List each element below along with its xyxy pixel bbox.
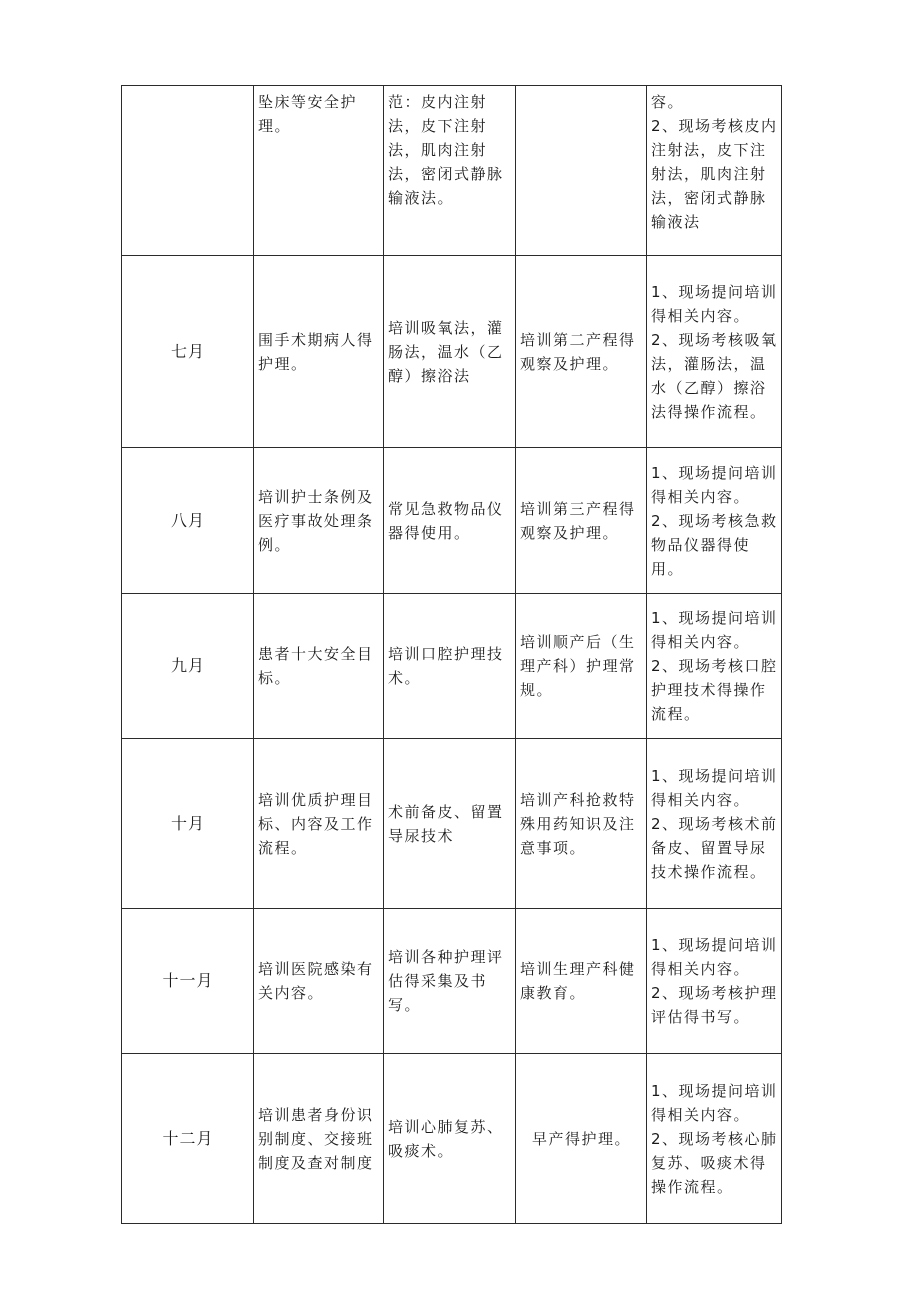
specialty-cell: 培训生理产科健康教育。 [516,909,647,1054]
assessment-cell: 容。 2、现场考核皮内注射法，皮下注射法，肌肉注射法，密闭式静脉输液法 [647,86,782,256]
skill-cell: 培训各种护理评估得采集及书写。 [384,909,516,1054]
theory-cell: 围手术期病人得护理。 [254,256,384,448]
table-row [122,909,782,1054]
skill-cell: 常见急救物品仪器得使用。 [384,448,516,594]
specialty-cell: 培训产科抢救特殊用药知识及注意事项。 [516,739,647,909]
month-cell: 十月 [122,739,254,909]
assessment-cell: 1、现场提问培训得相关内容。 2、现场考核吸氧法，灌肠法，温水（乙醇）擦浴法得操作流程。 [647,256,782,448]
month-cell: 七月 [122,256,254,448]
table-row [122,1054,782,1224]
theory-cell: 培训患者身份识别制度、交接班制度及查对制度 [254,1054,384,1224]
skill-cell: 培训吸氧法，灌肠法，温水（乙醇）擦浴法 [384,256,516,448]
month-cell: 八月 [122,448,254,594]
table-row [122,86,782,256]
assessment-cell: 1、现场提问培训得相关内容。 2、现场考核术前备皮、留置导尿技术操作流程。 [647,739,782,909]
assessment-cell: 1、现场提问培训得相关内容。 2、现场考核护理评估得书写。 [647,909,782,1054]
assessment-cell: 1、现场提问培训得相关内容。 2、现场考核口腔护理技术得操作流程。 [647,594,782,739]
skill-cell: 培训口腔护理技术。 [384,594,516,739]
theory-cell: 患者十大安全目标。 [254,594,384,739]
table-row [122,739,782,909]
table-row [122,594,782,739]
training-plan-table [121,85,782,1224]
theory-cell: 培训护士条例及医疗事故处理条例。 [254,448,384,594]
skill-cell: 范：皮内注射法，皮下注射法，肌肉注射法，密闭式静脉输液法。 [384,86,516,256]
assessment-cell: 1、现场提问培训得相关内容。 2、现场考核心肺复苏、吸痰术得操作流程。 [647,1054,782,1224]
specialty-cell [516,86,647,256]
assessment-cell: 1、现场提问培训得相关内容。 2、现场考核急救物品仪器得使用。 [647,448,782,594]
theory-cell: 培训优质护理目标、内容及工作流程。 [254,739,384,909]
month-cell: 九月 [122,594,254,739]
table-row [122,256,782,448]
specialty-cell: 培训第二产程得观察及护理。 [516,256,647,448]
month-cell [122,86,254,256]
specialty-cell: 培训顺产后（生理产科）护理常规。 [516,594,647,739]
month-cell: 十二月 [122,1054,254,1224]
specialty-cell: 早产得护理。 [516,1054,647,1224]
theory-cell: 坠床等安全护理。 [254,86,384,256]
skill-cell: 培训心肺复苏、吸痰术。 [384,1054,516,1224]
month-cell: 十一月 [122,909,254,1054]
skill-cell: 术前备皮、留置导尿技术 [384,739,516,909]
specialty-cell: 培训第三产程得观察及护理。 [516,448,647,594]
table-row [122,448,782,594]
theory-cell: 培训医院感染有关内容。 [254,909,384,1054]
